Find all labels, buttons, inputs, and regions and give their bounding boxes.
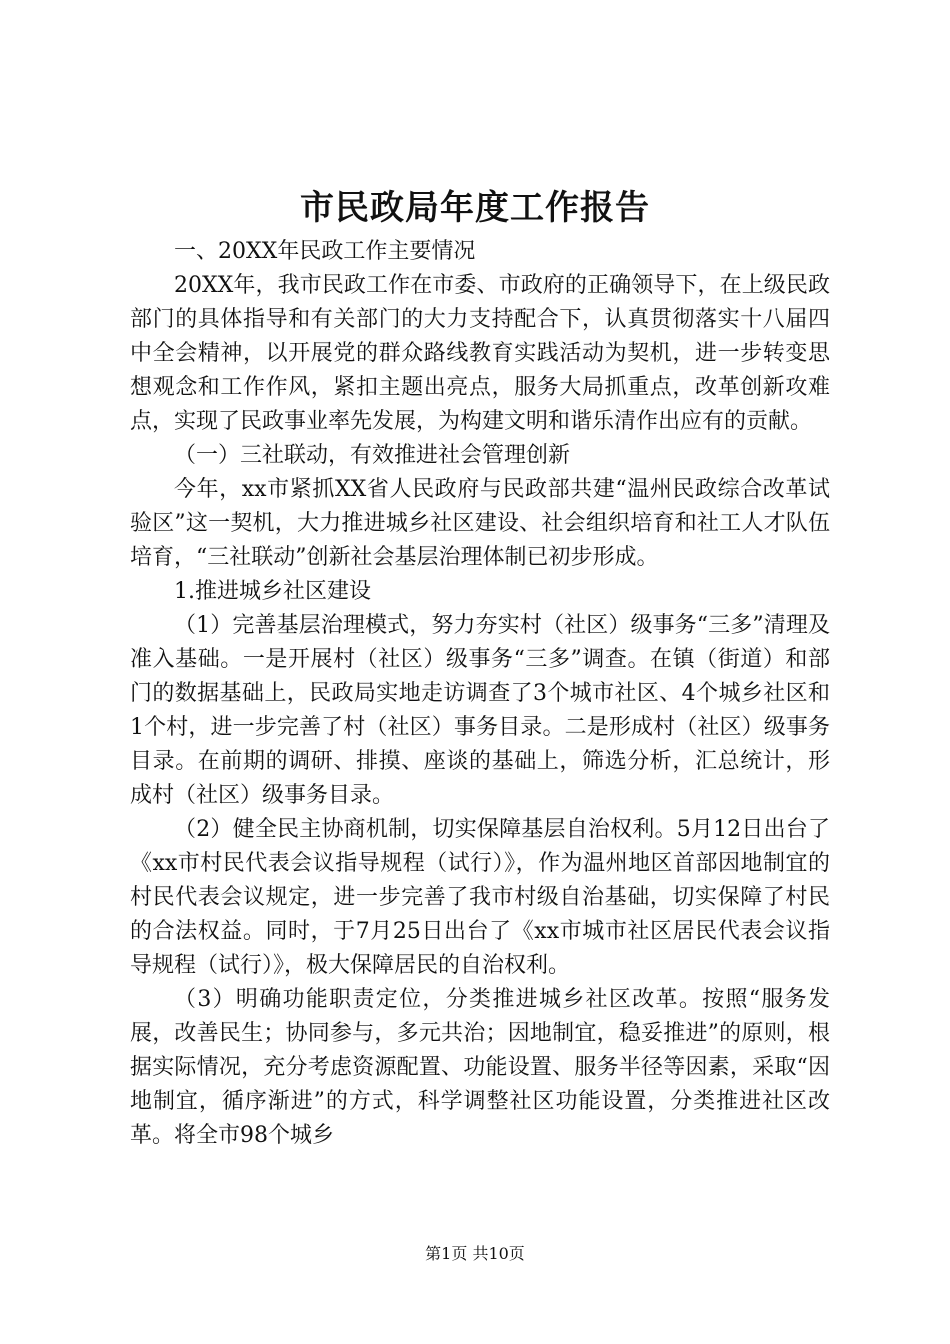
paragraph: （1）完善基层治理模式，努力夯实村（社区）级事务“三多”清理及准入基础。一是开展村（社区）级事务“三多”调查。在镇（街道）和部门的数据基础上，民政局实地走访调查了3个城市社区、4个城乡社区和1个村，进一步完善了村（社区）事务目录。二是形成村（社区）级事务目录。在前期的调研、排摸、座谈的基础上，筛选分析，汇总统计，形成村（社区）级事务目录。 [130,613,830,808]
document-body [130,235,830,1153]
item-heading: 1.推进城乡社区建设 [174,579,371,604]
paragraph: 20XX年，我市民政工作在市委、市政府的正确领导下，在上级民政部门的具体指导和有关部门的大力支持配合下，认真贯彻落实十八届四中全会精神，以开展党的群众路线教育实践活动为契机，进一步转变思想观念和工作作风，紧扣主题出亮点，服务大局抓重点，改革创新攻难点，实现了民政事业率先发展，为构建文明和谐乐清作出应有的贡献。 [130,273,830,434]
subsection-heading: （一）三社联动，有效推进社会管理创新 [174,443,571,468]
document-title: 市民政局年度工作报告 [300,188,650,228]
paragraph: （2）健全民主协商机制，切实保障基层自治权利。5月12日出台了《xx市村民代表会议指导规程（试行）》，作为温州地区首部因地制宜的村民代表会议规定，进一步完善了我市村级自治基础，切实保障了村民的合法权益。同时，于7月25日出台了《xx市城市社区居民代表会议指导规程（试行）》，极大保障居民的自治权利。 [130,817,830,978]
section-heading: 一、20XX年民政工作主要情况 [174,239,476,264]
page-number: 第1页 共10页 [425,1244,525,1263]
paragraph: （3）明确功能职责定位，分类推进城乡社区改革。按照“服务发展，改善民生；协同参与，多元共治；因地制宜，稳妥推进”的原则，根据实际情况，充分考虑资源配置、功能设置、服务半径等因素，采取“因地制宜，循序渐进”的方式，科学调整社区功能设置，分类推进社区改革。将全市98个城乡 [130,987,830,1148]
paragraph: 今年，xx市紧抓XX省人民政府与民政部共建“温州民政综合改革试验区”这一契机，大力推进城乡社区建设、社会组织培育和社工人才队伍培育，“三社联动”创新社会基层治理体制已初步形成。 [130,477,830,570]
